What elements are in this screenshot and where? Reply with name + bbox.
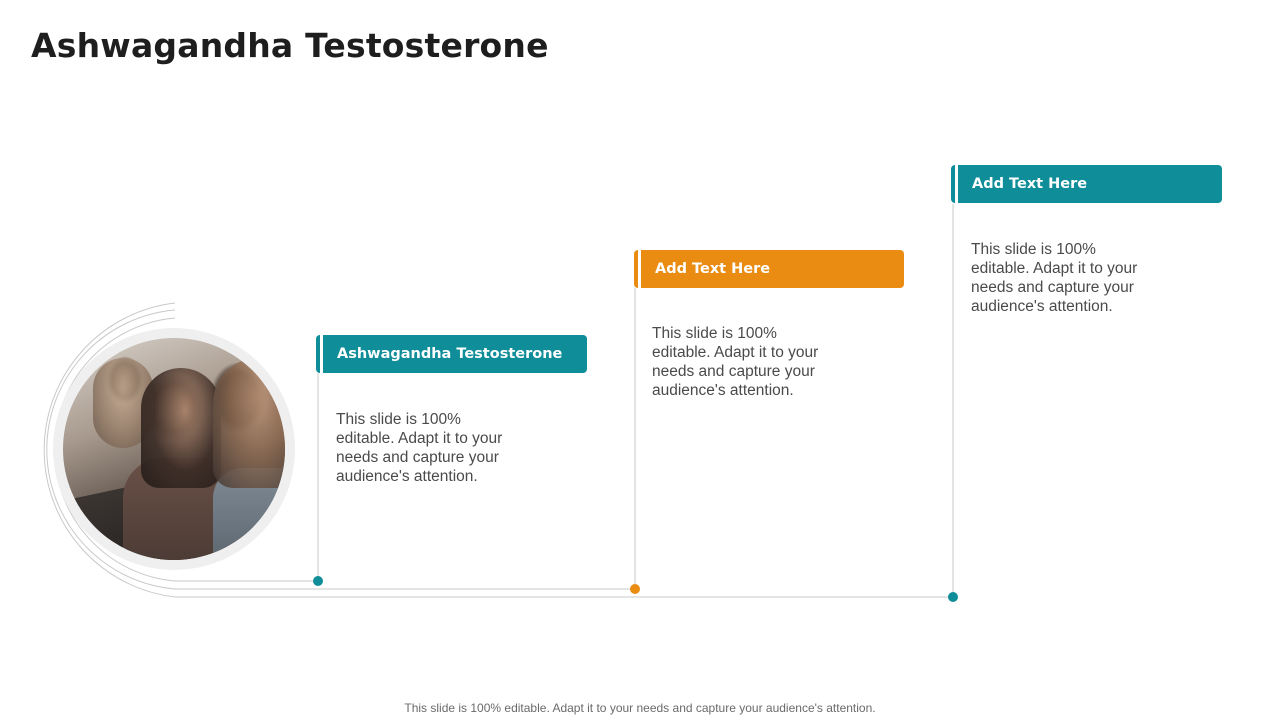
photo-person-center bbox=[141, 368, 221, 488]
step-2-text: This slide is 100% editable. Adapt it to your needs and capture your audience's attention. bbox=[652, 325, 819, 399]
footer-note: This slide is 100% editable. Adapt it to your needs and capture your audience's attention. bbox=[404, 701, 876, 715]
step-1-text: This slide is 100% editable. Adapt it to your needs and capture your audience's attention. bbox=[336, 411, 503, 485]
page-title: Ashwagandha Testosterone bbox=[31, 26, 549, 65]
dot-1 bbox=[313, 576, 323, 586]
team-photo bbox=[63, 338, 285, 560]
step-3-text: This slide is 100% editable. Adapt it to your needs and capture your audience's attention. bbox=[971, 241, 1138, 315]
photo-person-right bbox=[213, 358, 285, 488]
step-2-header: Add Text Here bbox=[634, 250, 904, 288]
step-1-header: Ashwagandha Testosterone bbox=[316, 335, 587, 373]
dot-2 bbox=[630, 584, 640, 594]
dot-3 bbox=[948, 592, 958, 602]
step-3-header: Add Text Here bbox=[951, 165, 1222, 203]
